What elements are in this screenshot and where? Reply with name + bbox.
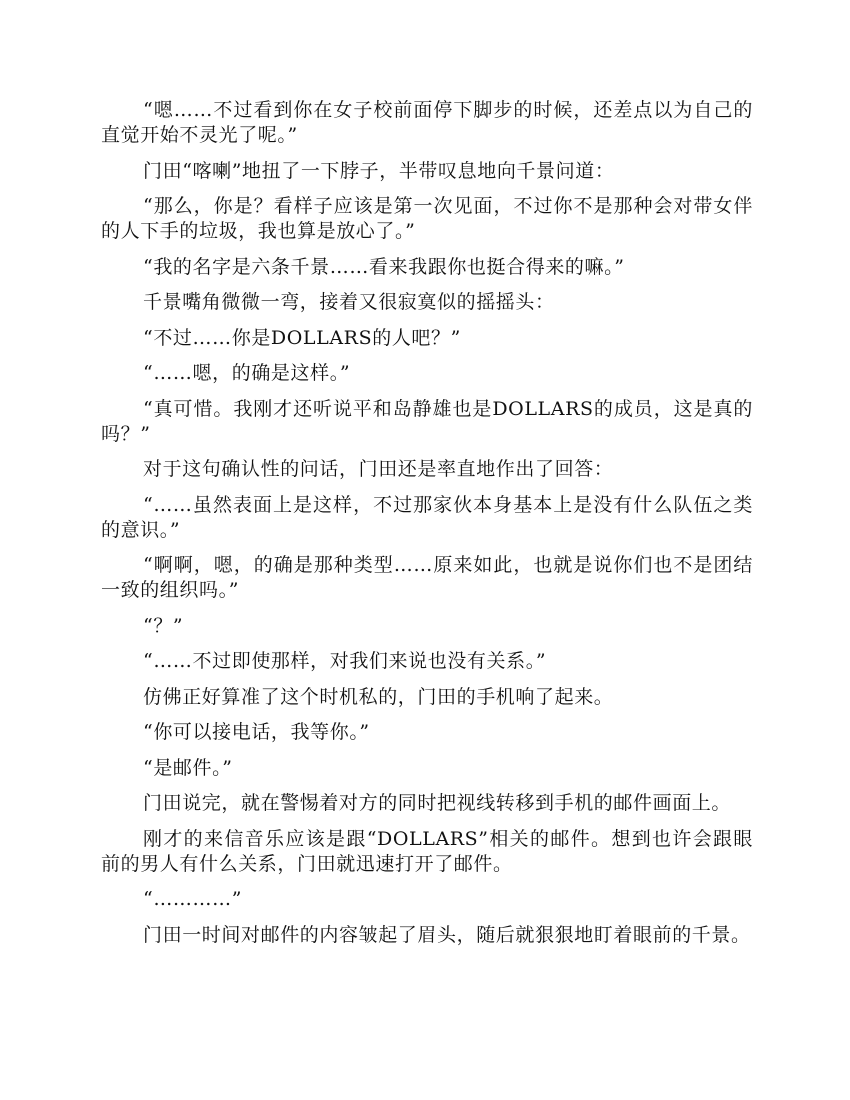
document-page: [101, 98, 753, 958]
paragraph: 千景嘴角微微一弯，接着又很寂寞似的摇摇头：: [143, 291, 555, 313]
paragraph: 仿佛正好算准了这个时机私的，门田的手机响了起来。: [143, 685, 614, 708]
paragraph: “那么，你是？看样子应该是第一次见面，不过你不是那种会对带女伴的人下手的垃圾，我也算是放心了。”: [101, 195, 753, 242]
paragraph: 门田说完，就在警惕着对方的同时把视线转移到手机的邮件画面上。: [143, 792, 732, 814]
paragraph: “嗯……不过看到你在女子校前面停下脚步的时候，还差点以为自己的直觉开始不灵光了呢。”: [101, 99, 753, 146]
paragraph: “不过……你是DOLLARS的人吧？”: [143, 326, 461, 349]
paragraph: “是邮件。”: [143, 756, 233, 779]
paragraph: “……不过即使那样，对我们来说也没有关系。”: [143, 650, 547, 672]
paragraph: “真可惜。我刚才还听说平和岛静雄也是DOLLARS的成员，这是真的吗？”: [101, 397, 753, 445]
paragraph: 刚才的来信音乐应该是跟“DOLLARS”相关的邮件。想到也许会跟眼前的男人有什么关系，门田就迅速打开了邮件。: [101, 827, 753, 875]
paragraph: “啊啊，嗯，的确是那种类型……原来如此，也就是说你们也不是团结一致的组织吗。”: [101, 554, 753, 601]
paragraph: 门田一时间对邮件的内容皱起了眉头，随后就狠狠地盯着眼前的千景。: [143, 923, 751, 946]
paragraph: 门田“喀喇”地扭了一下脖子，半带叹息地向千景问道：: [143, 159, 615, 182]
paragraph: “？”: [143, 614, 184, 637]
paragraph: “……嗯，的确是这样。”: [143, 362, 351, 384]
paragraph: “你可以接电话，我等你。”: [143, 721, 370, 743]
paragraph: 对于这句确认性的问话，门田还是率直地作出了回答：: [143, 458, 614, 480]
paragraph: “…………”: [143, 888, 243, 910]
paragraph: “我的名字是六条千景……看来我跟你也挺合得来的嘛。”: [143, 255, 625, 278]
paragraph: “……虽然表面上是这样，不过那家伙本身基本上是没有什么队伍之类的意识。”: [101, 493, 753, 541]
